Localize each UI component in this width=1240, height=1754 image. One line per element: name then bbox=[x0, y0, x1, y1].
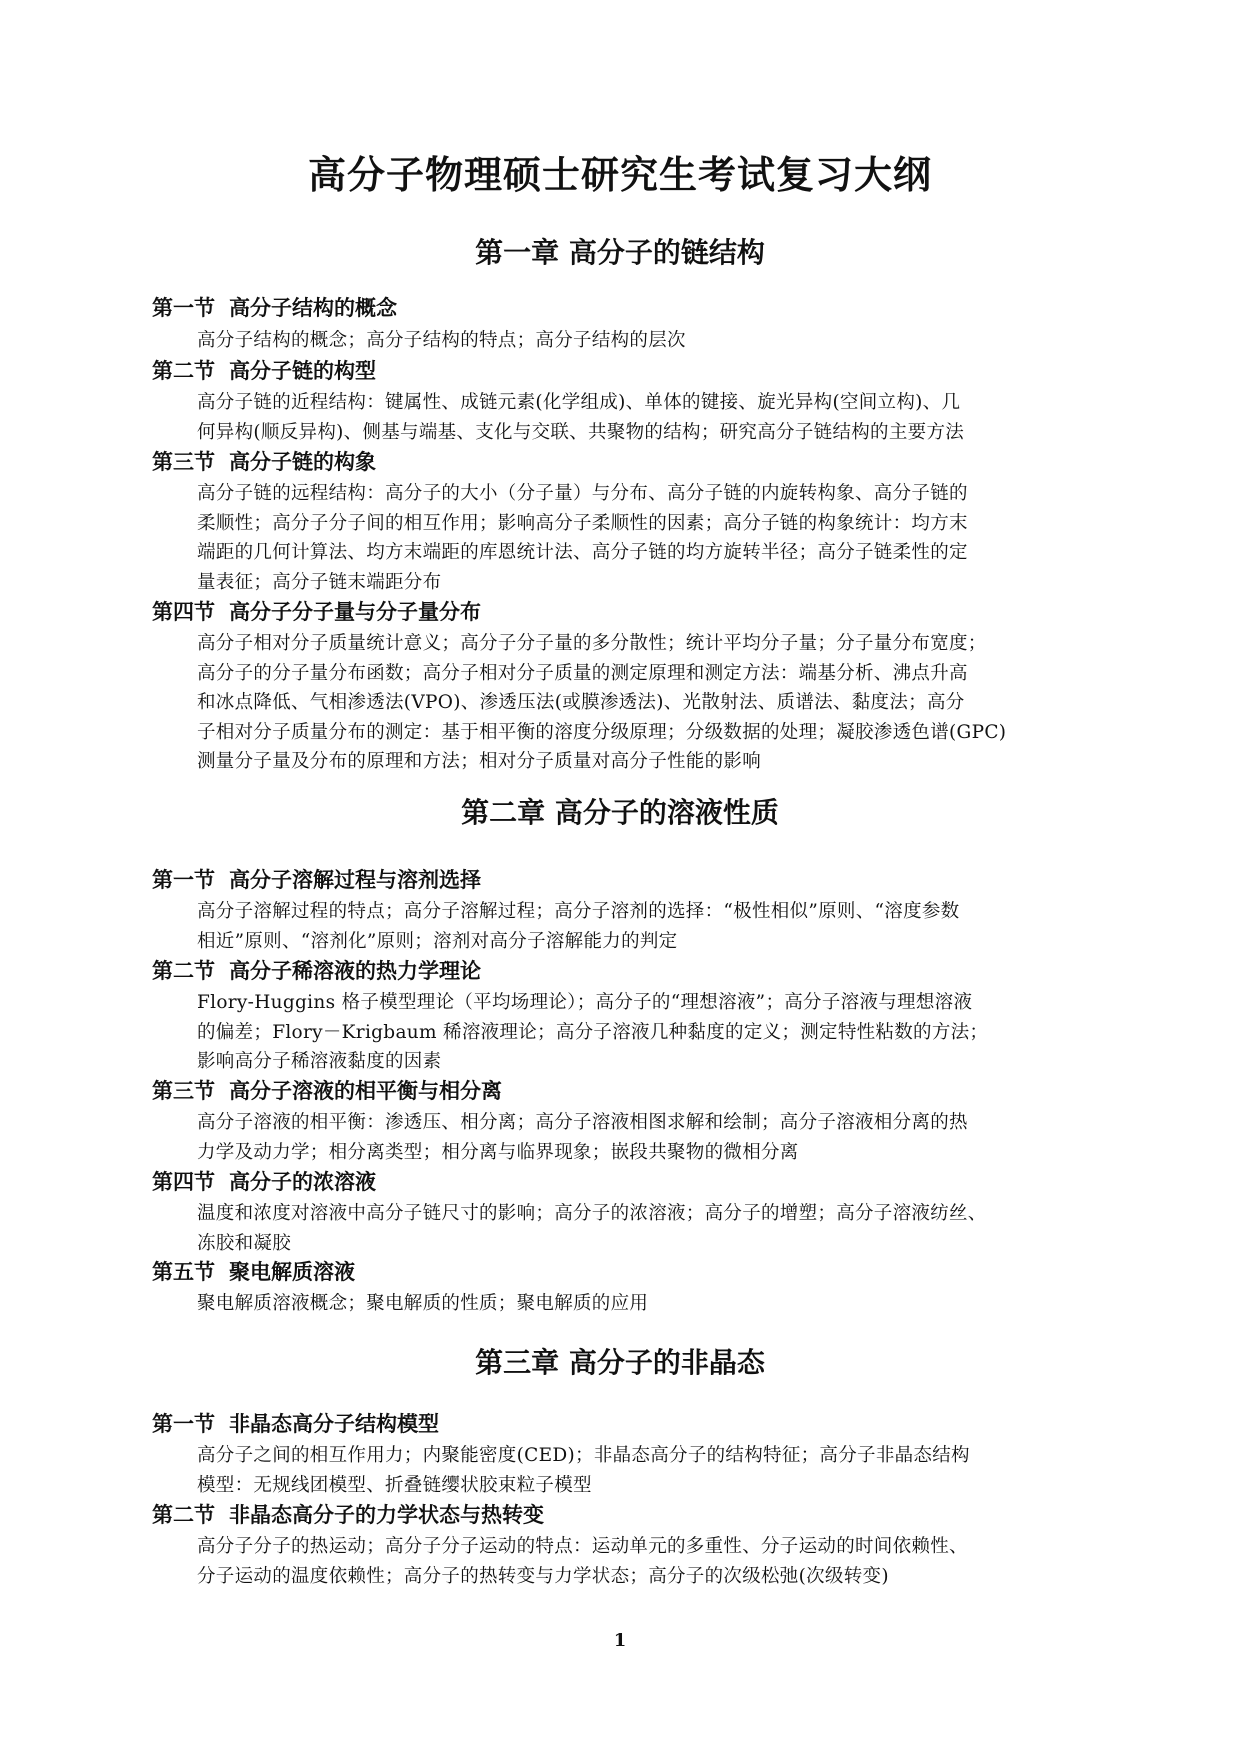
body-line: 高分子相对分子质量统计意义；高分子分子量的多分散性；统计平均分子量；分子量分布宽度； bbox=[197, 633, 987, 654]
section-title: 高分子溶解过程与溶剂选择 bbox=[229, 867, 481, 892]
section-number: 第四节 bbox=[152, 599, 215, 624]
body-line: 量表征；高分子链末端距分布 bbox=[197, 571, 442, 593]
section-title: 聚电解质溶液 bbox=[229, 1259, 355, 1284]
body-line: 模型：无规线团模型、折叠链缨状胶束粒子模型 bbox=[197, 1474, 592, 1496]
section-number: 第三节 bbox=[152, 449, 215, 474]
section-title: 高分子溶液的相平衡与相分离 bbox=[229, 1078, 502, 1103]
section-body bbox=[197, 388, 1097, 447]
section-heading bbox=[152, 864, 481, 896]
section-title: 高分子的浓溶液 bbox=[229, 1169, 376, 1194]
section-body bbox=[197, 988, 1097, 1077]
body-line: 高分子结构的概念；高分子结构的特点；高分子结构的层次 bbox=[197, 330, 686, 351]
section-title: 高分子链的构型 bbox=[229, 358, 376, 383]
section-number: 第二节 bbox=[152, 1502, 215, 1527]
section-number: 第一节 bbox=[152, 1411, 215, 1436]
section-body bbox=[197, 1441, 1097, 1500]
section-number: 第五节 bbox=[152, 1259, 215, 1284]
section-body bbox=[197, 1532, 1097, 1591]
section-title: 高分子结构的概念 bbox=[229, 295, 397, 320]
body-line: 子相对分子质量分布的测定：基于相平衡的溶度分级原理；分级数据的处理；凝胶渗透色谱(GPC) bbox=[197, 721, 1007, 743]
section-number: 第二节 bbox=[152, 958, 215, 983]
section-number: 第一节 bbox=[152, 295, 215, 320]
section-heading bbox=[152, 1075, 502, 1107]
section-title: 非晶态高分子结构模型 bbox=[229, 1411, 439, 1436]
body-line: 端距的几何计算法、均方末端距的库恩统计法、高分子链的均方旋转半径；高分子链柔性的定 bbox=[197, 542, 968, 563]
section-body bbox=[197, 479, 1097, 597]
section-title: 高分子链的构象 bbox=[229, 449, 376, 474]
section-heading bbox=[152, 1408, 439, 1440]
body-line: 高分子链的近程结构：键属性、成链元素(化学组成)、单体的键接、旋光异构(空间立构)、几 bbox=[197, 392, 961, 413]
body-line: 高分子溶解过程的特点；高分子溶解过程；高分子溶剂的选择：“极性相似”原则、“溶度参数 bbox=[197, 901, 960, 922]
chapter-heading: 第三章 高分子的非晶态 bbox=[475, 1346, 765, 1379]
section-body bbox=[197, 1108, 1097, 1167]
section-number: 第一节 bbox=[152, 867, 215, 892]
body-line: 和冰点降低、气相渗透法(VPO)、渗透压法(或膜渗透法)、光散射法、质谱法、黏度法；高分 bbox=[197, 692, 965, 713]
section-title: 高分子分子量与分子量分布 bbox=[229, 599, 481, 624]
section-body bbox=[197, 1199, 1097, 1258]
section-heading bbox=[152, 1166, 376, 1198]
section-number: 第四节 bbox=[152, 1169, 215, 1194]
body-line: 柔顺性；高分子分子间的相互作用；影响高分子柔顺性的因素；高分子链的构象统计：均方末 bbox=[197, 512, 968, 534]
body-line: 高分子之间的相互作用力；内聚能密度(CED)；非晶态高分子的结构特征；高分子非晶态结构 bbox=[197, 1445, 970, 1466]
section-heading bbox=[152, 355, 376, 387]
body-line: 冻胶和凝胶 bbox=[197, 1232, 292, 1254]
body-line: 分子运动的温度依赖性；高分子的热转变与力学状态；高分子的次级松弛(次级转变) bbox=[197, 1565, 889, 1587]
section-number: 第二节 bbox=[152, 358, 215, 383]
section-body bbox=[197, 326, 1097, 356]
chapter-heading: 第一章 高分子的链结构 bbox=[475, 236, 765, 269]
body-line: 温度和浓度对溶液中高分子链尺寸的影响；高分子的浓溶液；高分子的增塑；高分子溶液纺丝、 bbox=[197, 1203, 987, 1224]
body-line: 聚电解质溶液概念；聚电解质的性质；聚电解质的应用 bbox=[197, 1293, 649, 1314]
section-title: 非晶态高分子的力学状态与热转变 bbox=[229, 1502, 544, 1527]
section-heading bbox=[152, 955, 481, 987]
section-heading bbox=[152, 1256, 355, 1288]
section-number: 第三节 bbox=[152, 1078, 215, 1103]
body-line: 何异构(顺反异构)、侧基与端基、支化与交联、共聚物的结构；研究高分子链结构的主要方法 bbox=[197, 421, 965, 443]
document-title: 高分子物理硕士研究生考试复习大纲 bbox=[307, 152, 932, 197]
body-line: 高分子分子的热运动；高分子分子运动的特点：运动单元的多重性、分子运动的时间依赖性、 bbox=[197, 1536, 968, 1557]
body-line: 的偏差；Flory－Krigbaum 稀溶液理论；高分子溶液几种黏度的定义；测定特性粘数的方法； bbox=[197, 1021, 989, 1043]
body-line: 测量分子量及分布的原理和方法；相对分子质量对高分子性能的影响 bbox=[197, 751, 762, 772]
chapter-heading: 第二章 高分子的溶液性质 bbox=[461, 796, 779, 829]
section-body bbox=[197, 1289, 1097, 1319]
section-heading bbox=[152, 596, 481, 628]
page-number: 1 bbox=[613, 1630, 627, 1651]
section-heading bbox=[152, 446, 376, 478]
body-line: 高分子的分子量分布函数；高分子相对分子质量的测定原理和测定方法：端基分析、沸点升高 bbox=[197, 662, 968, 684]
body-line: 影响高分子稀溶液黏度的因素 bbox=[197, 1051, 442, 1072]
body-line: 力学及动力学；相分离类型；相分离与临界现象；嵌段共聚物的微相分离 bbox=[197, 1141, 799, 1163]
section-body bbox=[197, 897, 1097, 956]
section-heading bbox=[152, 292, 397, 324]
section-body bbox=[197, 629, 1097, 777]
body-line: 相近”原则、“溶剂化”原则；溶剂对高分子溶解能力的判定 bbox=[197, 930, 678, 952]
section-title: 高分子稀溶液的热力学理论 bbox=[229, 958, 481, 983]
body-line: 高分子溶液的相平衡：渗透压、相分离；高分子溶液相图求解和绘制；高分子溶液相分离的热 bbox=[197, 1112, 968, 1133]
body-line: Flory-Huggins 格子模型理论（平均场理论）；高分子的“理想溶液”；高分子溶液与理想溶液 bbox=[197, 992, 973, 1013]
section-heading bbox=[152, 1499, 544, 1531]
body-line: 高分子链的远程结构：高分子的大小（分子量）与分布、高分子链的内旋转构象、高分子链的 bbox=[197, 483, 968, 504]
